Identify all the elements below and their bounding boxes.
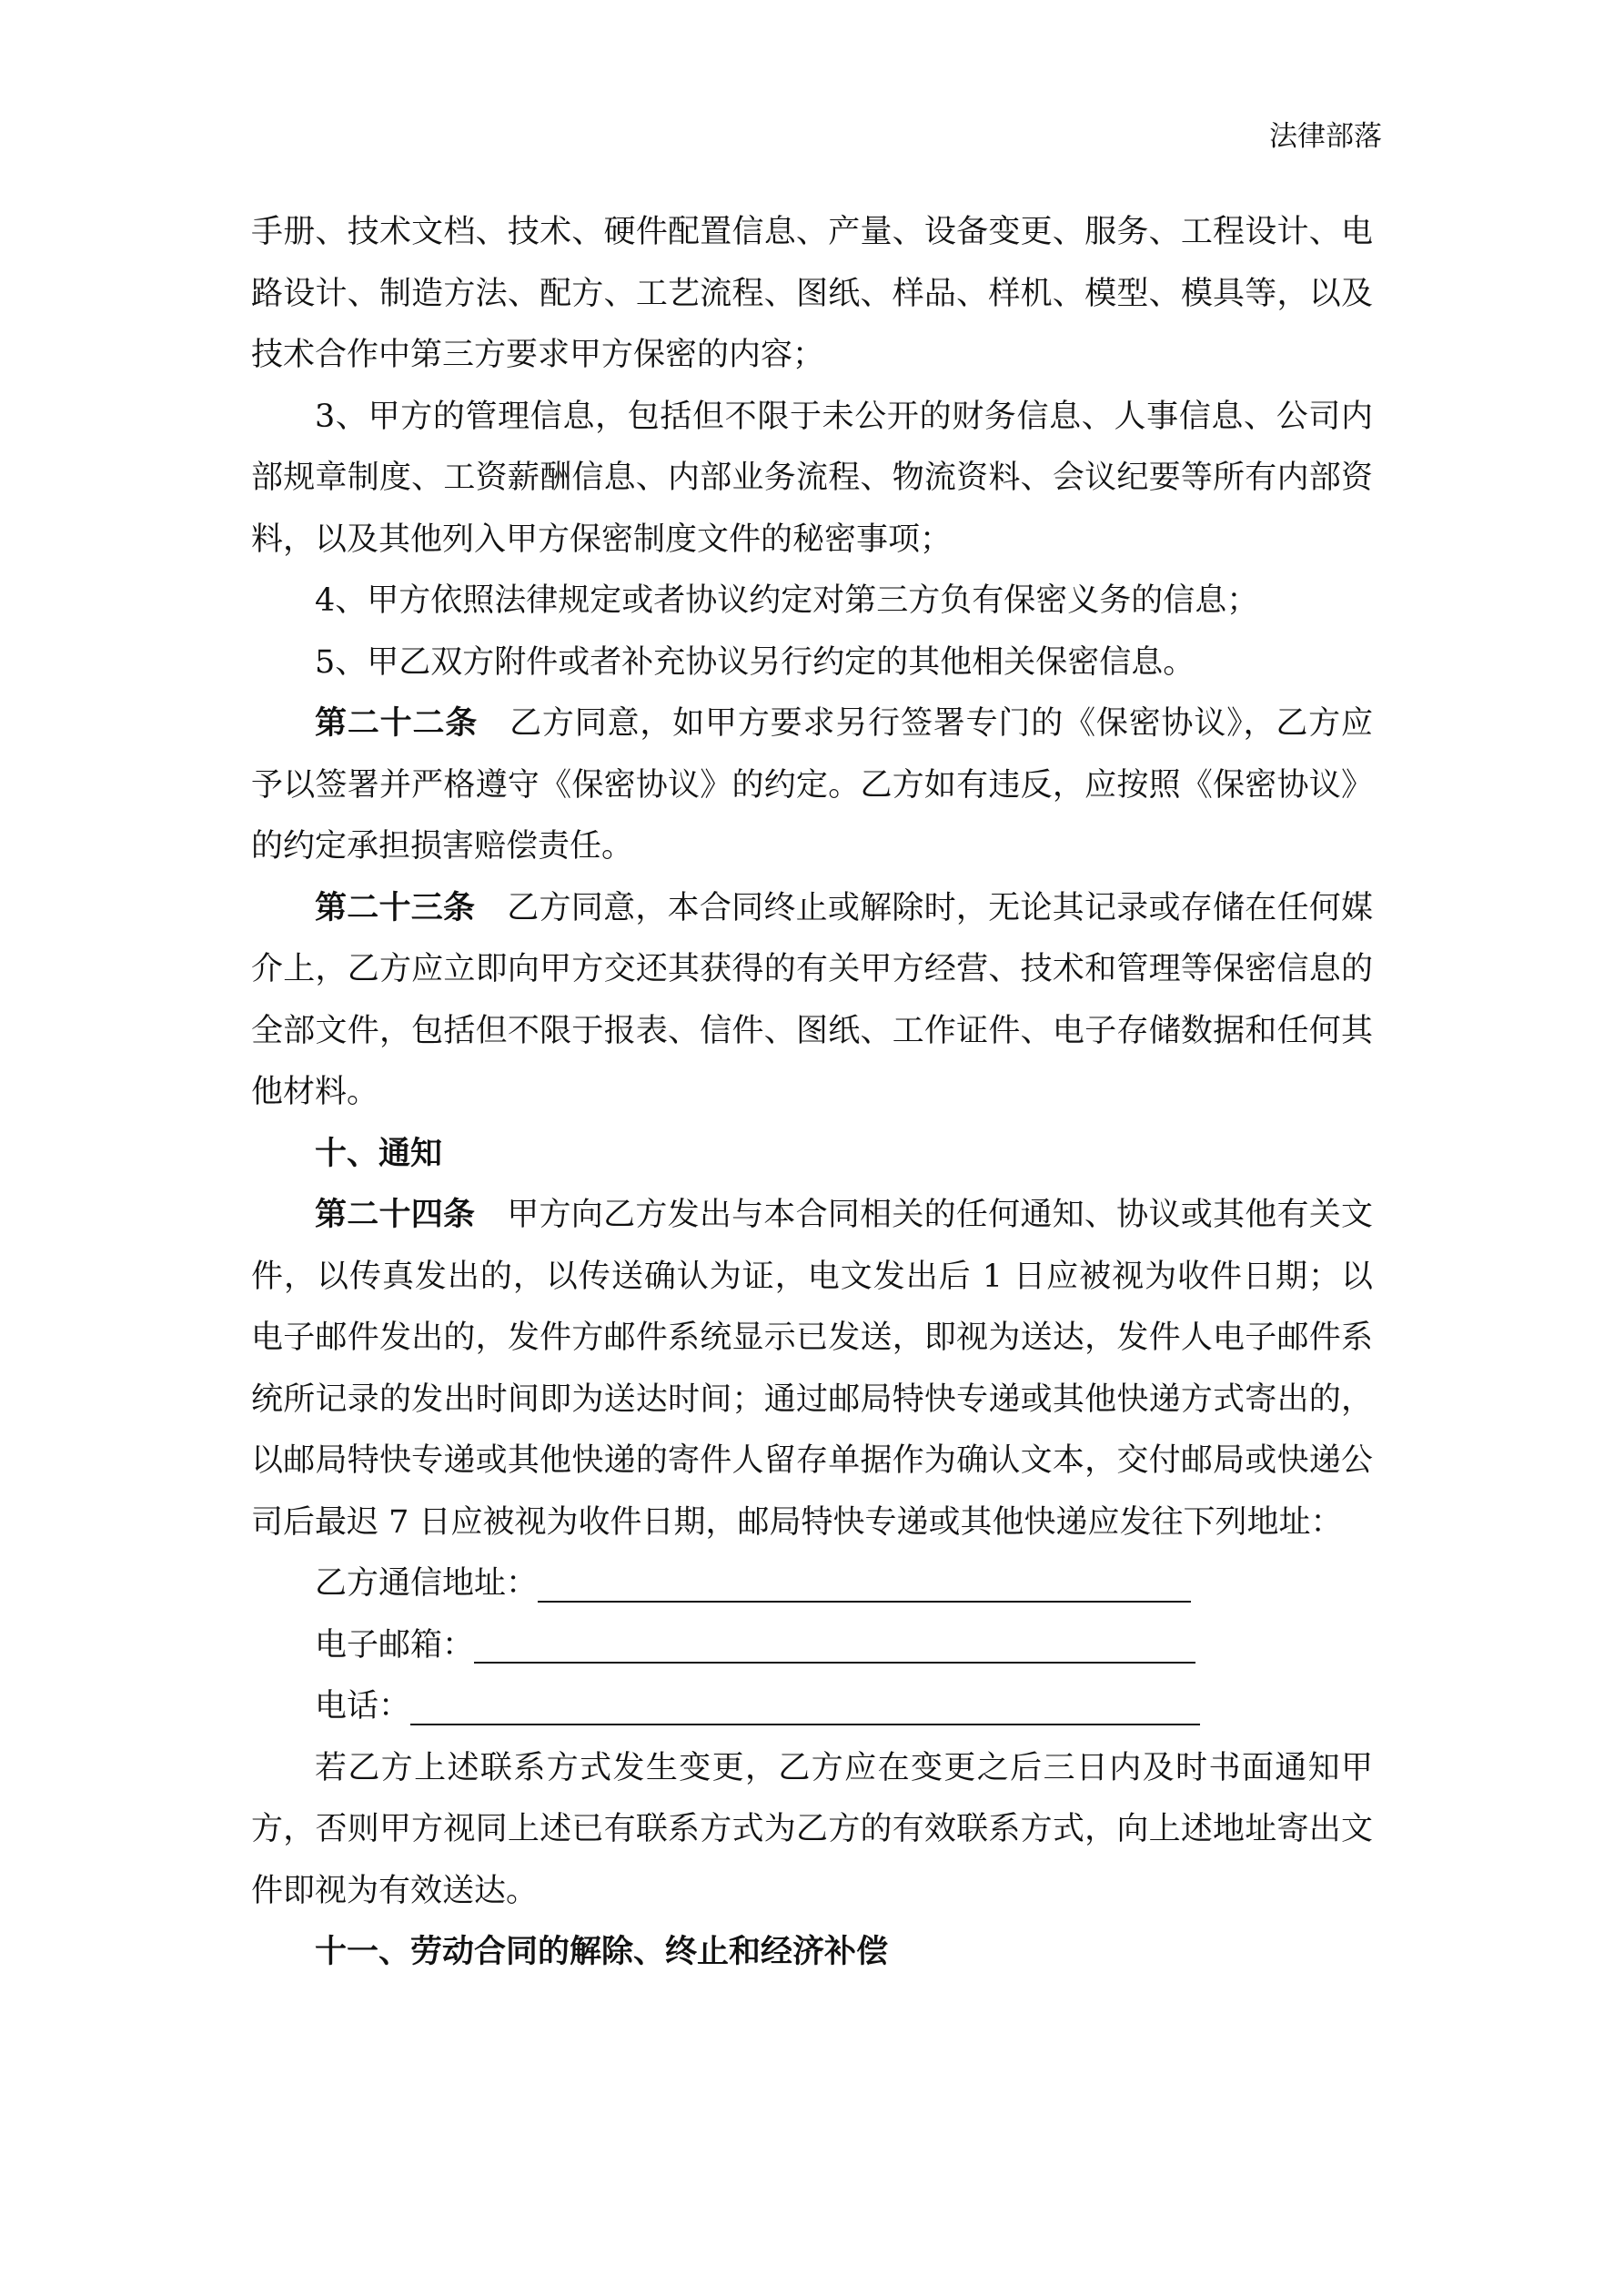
address-field-blank[interactable]: [538, 1561, 1191, 1603]
article-24: [251, 1185, 1373, 1553]
article-23-label: 第二十三条: [315, 889, 476, 926]
paragraph-item-5: 5、甲乙双方附件或者补充协议另行约定的其他相关保密信息。: [315, 643, 1195, 681]
article-22-text: 乙方同意，如甲方要求另行签署专门的《保密协议》，乙方应予以签署并严格遵守《保密协议》的约定。乙方如有违反，应按照《保密协议》的约定承担损害赔偿责任。: [251, 705, 1373, 865]
paragraph-confidential-tech-cont: 手册、技术文档、技术、硬件配置信息、产量、设备变更、服务、工程设计、电路设计、制造方法、配方、工艺流程、图纸、样品、样机、模型、模具等，以及技术合作中第三方要求甲方保密的内容；: [251, 214, 1373, 373]
paragraph-item-3: 3、甲方的管理信息，包括但不限于未公开的财务信息、人事信息、公司内部规章制度、工资薪酬信息、内部业务流程、物流资料、会议纪要等所有内部资料，以及其他列入甲方保密制度文件的秘密事项；: [251, 398, 1373, 558]
phone-field-row: [251, 1676, 1373, 1738]
email-field-label: 电子邮箱：: [315, 1626, 475, 1664]
header-brand: 法律部落: [1269, 120, 1382, 153]
address-field-row: [251, 1553, 1373, 1615]
address-field-label: 乙方通信地址：: [315, 1565, 539, 1602]
section-heading-termination: 十一、劳动合同的解除、终止和经济补偿: [315, 1934, 889, 1970]
phone-field-blank[interactable]: [410, 1684, 1200, 1725]
article-23: [251, 878, 1373, 1124]
section-heading-notice: 十、通知: [315, 1135, 443, 1172]
paragraph-item-4: 4、甲方依照法律规定或者协议约定对第三方负有保密义务的信息；: [315, 582, 1259, 619]
article-22-label: 第二十二条: [315, 705, 479, 742]
phone-field-label: 电话：: [315, 1688, 411, 1725]
paragraph-change-notice: 若乙方上述联系方式发生变更，乙方应在变更之后三日内及时书面通知甲方，否则甲方视同上述已有联系方式为乙方的有效联系方式，向上述地址寄出文件即视为有效送达。: [251, 1749, 1373, 1909]
article-24-label: 第二十四条: [315, 1197, 476, 1233]
email-field-blank[interactable]: [474, 1622, 1195, 1664]
document-body: [251, 202, 1373, 1984]
article-23-text: 乙方同意，本合同终止或解除时，无论其记录或存储在任何媒介上，乙方应立即向甲方交还其获得的有关甲方经营、技术和管理等保密信息的全部文件，包括但不限于报表、信件、图纸、工作证件、电子存储数据和任何其他材料。: [251, 889, 1373, 1110]
email-field-row: [251, 1615, 1373, 1677]
article-22: [251, 693, 1373, 878]
article-24-text: 甲方向乙方发出与本合同相关的任何通知、协议或其他有关文件，以传真发出的，以传送确认为证，电文发出后 1 日应被视为收件日期；以电子邮件发出的，发件方邮件系统显示已发送，即视为送达，发件人电子邮件系统所记录的发出时间即为送达时间；通过邮局特快专递或其他快递方式寄出的，以邮局特快专递或其他快递的寄件人留存单据作为确认文本，交付邮局或快递公司后最迟 7 日应被视为收件日期，邮局特快专递或其他快递应发往下列地址：: [251, 1197, 1373, 1541]
